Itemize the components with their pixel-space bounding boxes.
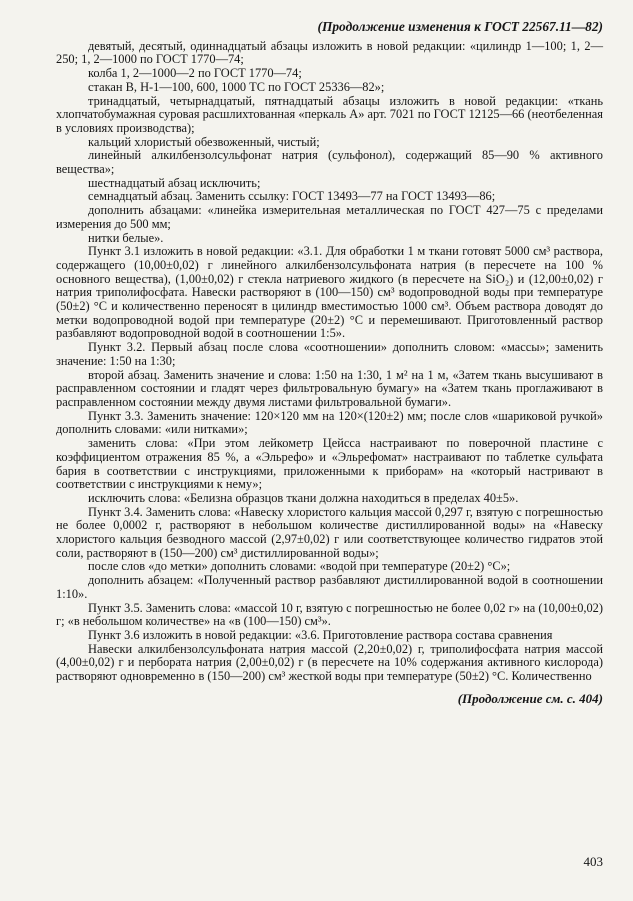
paragraph-1: девятый, десятый, одиннадцатый абзацы изложить в новой редакции: «цилиндр 1—100; 1, 2—250; 1, 2—1000 по ГОСТ 1770—74; — [56, 38, 603, 67]
paragraph-20: Пункт 3.5. Заменить слова: «массой 10 г, взятую с погрешностью не более 0,02 г» на (10,00±0,02) г; «в небольшом количестве» на «в (100—150) см³». — [56, 600, 603, 629]
paragraph-22: Навески алкилбензолсульфоната натрия массой (2,20±0,02) г, триполифосфата натрия массой (4,00±0,02) г и пербората натрия (2,00±0,02) г (в пересчете на 10% содержания активного кислорода) растворяют одновременно в (150—200) см³ жесткой воды при температуре (50±2) °С. Количественно — [56, 641, 603, 684]
paragraph-17: Пункт 3.4. Заменить слова: «Навеску хлористого кальция массой 0,297 г, взятую с погрешностью не более 0,0002 г, растворяют в небольшом количестве дистиллированной воды» на «Навеску хлористого кальция безводного массой (2,97±0,02) г или соответствующее количество гидратов этой соли, растворяют в (150—200) см³ дистиллированной воды»; — [56, 504, 603, 560]
paragraph-5: кальций хлористый обезвоженный, чистый; — [88, 134, 320, 149]
paragraph-12: Пункт 3.2. Первый абзац после слова «соотношении» дополнить словом: «массы»; заменить значение: 1:50 на 1:30; — [56, 340, 603, 368]
paragraph-16: исключить слова: «Белизна образцов ткани должна находиться в пределах 40±5». — [88, 490, 519, 505]
paragraph-14: Пункт 3.3. Заменить значение: 120×120 мм на 120×(120±2) мм; после слов «шариковой ручкой» дополнить словами: «или нитками»; — [56, 408, 603, 437]
paragraph-3: стакан В, Н-1—100, 600, 1000 ТС по ГОСТ 25336—82»; — [88, 79, 385, 94]
body-text — [56, 40, 603, 684]
paragraph-9: дополнить абзацами: «линейка измерительная металлическая по ГОСТ 427—75 с пределами измерения до 500 мм; — [56, 203, 603, 231]
paragraph-6: линейный алкилбензолсульфонат натрия (сульфонол), содержащий 85—90 % активного вещества»; — [56, 148, 603, 177]
paragraph-11: Пункт 3.1 изложить в новой редакции: «3.1. Для обработки 1 м ткани готовят 5000 см³ раствора, содержащего (10,00±0,02) г линейного алкилбензолсульфоната натрия (в пересчете на 100 % основного вещества), (1,00±0,02) г стекла натриевого жидкого (в пересчете на SiO₂) и (12,00±0,02) г натрия триполифосфата. Навески растворяют в (100—150) см³ водопроводной воды при температуре (50±2) °С и количественно переносят в цилиндр вместимостью 1000 см³. Объем раствора доводят до метки водопроводной водой при температуре (20±2) °С и перемешивают. Приготовленный раствор разбавляют водопроводной водой в соотношении 1:5». — [56, 244, 603, 341]
paragraph-19: дополнить абзацем: «Полученный раствор разбавляют дистиллированной водой в соотношении 1:10». — [56, 573, 603, 601]
paragraph-8: семнадцатый абзац. Заменить ссылку: ГОСТ 13493—77 на ГОСТ 13493—86; — [88, 189, 496, 204]
paragraph-4: тринадцатый, четырнадцатый, пятнадцатый абзацы изложить в новой редакции: «ткань хлопчатобумажная суровая расшлихтованная «перкаль А» арт. 7021 по ГОСТ 12125—66 (неотбеленная в условиях производства); — [56, 93, 603, 135]
page-number: 403 — [583, 854, 603, 869]
continuation-header: (Продолжение изменения к ГОСТ 22567.11—82) — [317, 19, 603, 34]
paragraph-10: нитки белые». — [88, 230, 164, 245]
paragraph-7: шестнадцатый абзац исключить; — [88, 175, 261, 190]
paragraph-13: второй абзац. Заменить значение и слова: 1:50 на 1:30, 1 м² на 1 м, «Затем ткань высушивают в расправленном состоянии и гладят через фильтровальную бумагу» на «Затем ткань проглаживают в расправленном состоянии между двумя листами фильтровальной бумаги». — [56, 367, 603, 409]
paragraph-2: колба 1, 2—1000—2 по ГОСТ 1770—74; — [88, 66, 302, 81]
paragraph-15: заменить слова: «При этом лейкометр Цейсса настраивают по поверочной пластине с коэффициентом отражения 85 %, а «Эльрефо» и «Эльрефомат» настраивают по таблетке сульфата бария в соответствии с инструкциями, приложенными к приборам» на «который настривают в соответствии с инструкциями к нему»; — [56, 436, 603, 492]
continuation-footer: (Продолжение см. с. 404) — [457, 690, 603, 706]
paragraph-18: после слов «до метки» дополнить словами: «водой при температуре (20±2) °С»; — [88, 559, 511, 574]
paragraph-21: Пункт 3.6 изложить в новой редакции: «3.6. Приготовление раствора состава сравнения — [88, 627, 553, 642]
